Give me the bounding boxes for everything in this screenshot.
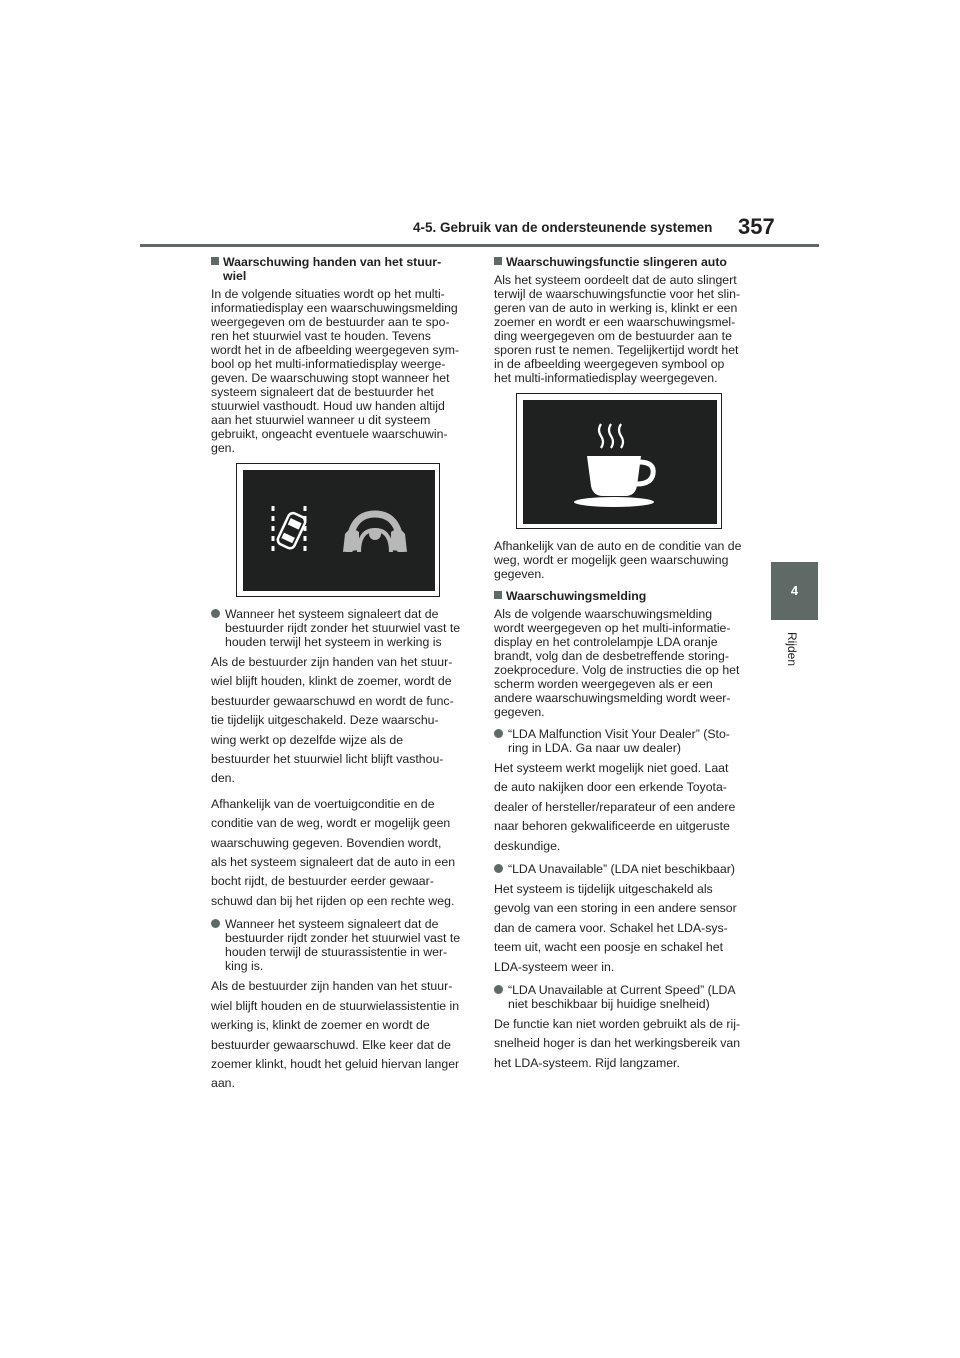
bullet-text: “LDA Unavailable” (LDA niet beschikbaar) — [508, 862, 735, 877]
bullet-lda-unavailable — [494, 862, 752, 876]
bullet-dot-icon — [211, 919, 220, 928]
chapter-label: Rijden — [785, 632, 799, 667]
bullet-text: “LDA Malfunction Visit Your Dealer” (Sto- ring in LDA. Ga naar uw dealer) — [508, 727, 730, 755]
condition-note: Afhankelijk van de voertuigconditie en de conditie van de weg, wordt er mogelijk geen waarschuwing gegeven. Bovendien wordt, als het systeem signaleert dat de auto in een bocht rijdt, de bestuurder eerder gewaar- schuwd dan bij het rijden op een rechte weg. — [211, 796, 456, 908]
coffee-cup-icon — [574, 424, 654, 507]
heading-text: Waarschuwingsmelding — [506, 589, 647, 603]
bullet-dot-icon — [211, 609, 220, 618]
drifting-car-icon — [276, 511, 307, 549]
warning-message-description: Als de volgende waarschuwingsmelding wordt weergegeven op het multi-informatie- display en het controlelampje LDA oranje brandt, volg dan de desbetreffende storing- zoekprocedure. Volg de instructies die op het scherm worden weergegeven als er een andere waarschuwingsmelding wordt weer- gegeven. — [494, 607, 740, 719]
coffee-cup-symbol-svg — [517, 394, 721, 528]
bullet4-explanation: Het systeem is tijdelijk uitgeschakeld als gevolg van een storing in een andere sensor dan de camera voor. Schakel het LDA-sys- teem uit, wacht een poosje en schakel het LDA-systeem weer in. — [494, 882, 737, 974]
heading-hands-off-warning — [211, 255, 469, 283]
right-column — [494, 255, 752, 1079]
bullet-hands-off-steering-assist — [211, 917, 469, 973]
hands-off-description: In de volgende situaties wordt op het multi- informatiedisplay een waarschuwingsmelding weergegeven om de bestuurder aan te spo- ren het stuurwiel vast te houden. Tevens wordt het in de afbeelding weergegeven sym- bool op het multi-informatiedisplay weerge- geven. De waarschuwing stopt wanneer het systeem signaleert dat de bestuurder het stuurwiel vasthoudt. Houd uw handen altijd aan het stuurwiel wanneer u dit systeem gebruikt, ongeacht eventuele waarschuwin- gen. — [211, 287, 460, 455]
section-header: 4-5. Gebruik van de ondersteunende systemen — [413, 220, 713, 235]
chapter-tab: 4 — [771, 562, 818, 620]
bullet3-explanation: Het systeem werkt mogelijk niet goed. Laat de auto nakijken door een erkende Toyota- dealer of hersteller/reparateur of een andere naar behoren gekwalificeerde en uitgeruste deskundige. — [494, 761, 736, 853]
section-square-icon — [211, 257, 219, 265]
section-square-icon — [494, 591, 502, 599]
heading-text: Waarschuwingsfunctie slingeren auto — [506, 255, 727, 269]
left-column — [211, 255, 469, 1100]
bullet5-explanation: De functie kan niet worden gebruikt als de rij- snelheid hoger is dan het werkingsbereik van het LDA-systeem. Rijd langzamer. — [494, 1017, 741, 1070]
hands-off-warning-figure — [236, 463, 440, 597]
sway-note: Afhankelijk van de auto en de conditie van de weg, wordt er mogelijk geen waarschuwing gegeven. — [494, 539, 742, 581]
bullet-dot-icon — [494, 729, 503, 738]
heading-warning-message — [494, 589, 752, 603]
bullet1-explanation: Als de bestuurder zijn handen van het stuur- wiel blijft houden, klinkt de zoemer, wordt de bestuurder gewaarschuwd en wordt de func- tie tijdelijk uitgeschakeld. Deze waarschu- wing werkt op dezelfde wijze als de bestuurder het stuurwiel licht blijft vasthou- den. — [211, 655, 454, 786]
bullet-dot-icon — [494, 864, 503, 873]
bullet-lda-unavailable-speed — [494, 983, 752, 1011]
bullet-hands-off-while-operating — [211, 607, 469, 649]
bullet-text: “LDA Unavailable at Current Speed” (LDA niet beschikbaar bij huidige snelheid) — [508, 983, 736, 1012]
sway-warning-figure — [516, 393, 722, 529]
heading-sway-warning — [494, 255, 752, 269]
heading-text: Waarschuwing handen van het stuur- wiel — [223, 255, 442, 283]
hands-off-symbol-svg — [237, 464, 439, 596]
header-divider — [140, 244, 819, 247]
bullet-lda-malfunction — [494, 727, 752, 755]
section-square-icon — [494, 257, 502, 265]
steering-wheel-hands-icon — [343, 514, 407, 552]
bullet-text: Wanneer het systeem signaleert dat de bestuurder rijdt zonder het stuurwiel vast te houden terwijl de stuurassistentie in wer- king is. — [225, 917, 461, 974]
bullet2-explanation: Als de bestuurder zijn handen van het stuur- wiel blijft houden en de stuurwielassistentie in werking is, klinkt de zoemer en wordt de bestuurder gewaarschuwd. Elke keer dat de zoemer klinkt, houdt het geluid hiervan langer aan. — [211, 979, 460, 1091]
sway-description: Als het systeem oordeelt dat de auto slingert terwijl de waarschuwingsfunctie voor het slin- geren van de auto in werking is, klinkt er een zoemer en wordt er een waarschuwingsmel- ding weergegeven om de bestuurder aan te sporen rust te nemen. Tegelijkertijd wordt het in de afbeelding weergegeven symbool op het multi-informatiedisplay weergegeven. — [494, 273, 741, 385]
bullet-dot-icon — [494, 985, 503, 994]
bullet-text: Wanneer het systeem signaleert dat de bestuurder rijdt zonder het stuurwiel vast te houden terwijl het systeem in werking is — [225, 607, 461, 649]
page-number: 357 — [738, 214, 775, 239]
